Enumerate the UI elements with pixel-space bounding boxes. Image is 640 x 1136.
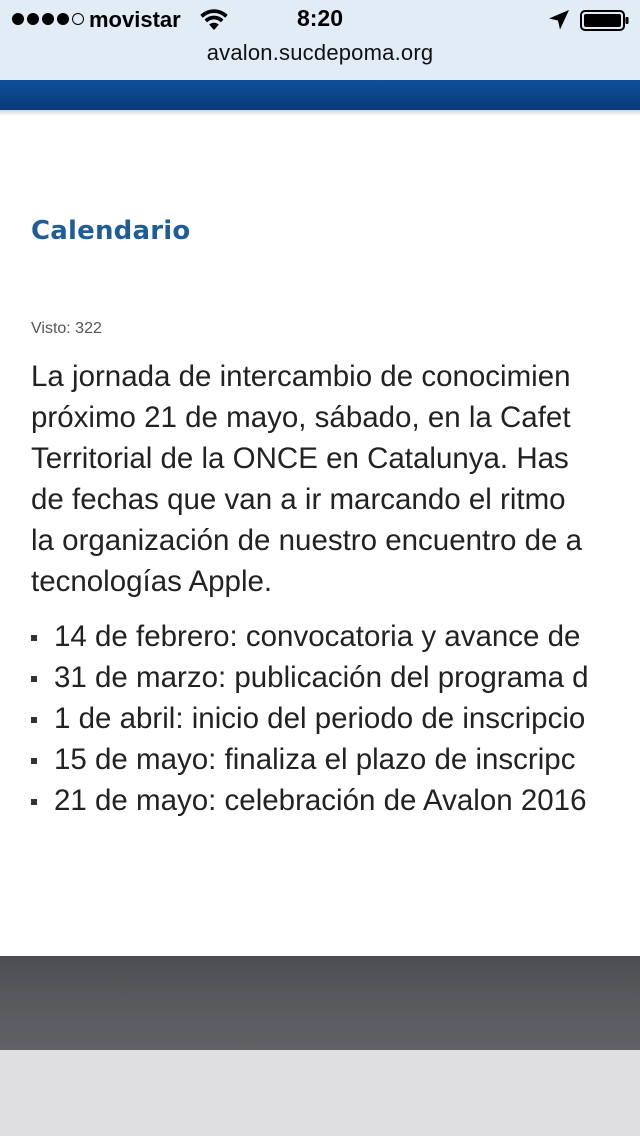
- list-item: [31, 780, 640, 821]
- site-header-shadow: [0, 110, 640, 116]
- intro-paragraph: [31, 356, 640, 602]
- article-body: [31, 356, 640, 817]
- intro-line: Territorial de la ONCE en Catalunya. Has: [31, 442, 569, 475]
- intro-line: la organización de nuestro encuentro de a: [31, 524, 583, 557]
- intro-line: tecnologías Apple.: [31, 565, 273, 598]
- list-item: [31, 739, 640, 780]
- date-item-text: 14 de febrero: convocatoria y avance de: [54, 620, 581, 653]
- carrier-name: movistar: [89, 7, 181, 32]
- view-count: Visto: 322: [31, 320, 102, 337]
- intro-line: La jornada de intercambio de conocimien: [31, 360, 571, 393]
- status-bar: [0, 0, 640, 40]
- intro-line: de fechas que van a ir marcando el ritmo: [31, 483, 566, 516]
- article-title: Calendario: [31, 216, 191, 246]
- bullet-icon: [31, 635, 37, 641]
- list-item: [31, 698, 640, 739]
- key-dates-list: [31, 616, 640, 821]
- list-item: [31, 616, 640, 657]
- bullet-icon: [31, 799, 37, 805]
- address-bar[interactable]: avalon.sucdepoma.org: [206, 40, 434, 65]
- site-footer: [0, 956, 640, 1050]
- date-item-text: 21 de mayo: celebración de Avalon 2016: [54, 784, 587, 817]
- bullet-icon: [31, 758, 37, 764]
- battery-icon: [580, 10, 630, 31]
- clock: 8:20: [296, 5, 344, 31]
- bullet-icon: [31, 676, 37, 682]
- date-item-text: 1 de abril: inicio del periodo de inscripcio: [54, 702, 586, 735]
- list-item: [31, 657, 640, 698]
- intro-line: próximo 21 de mayo, sábado, en la Cafet: [31, 401, 571, 434]
- site-header-bar: [0, 80, 640, 110]
- browser-chrome: [0, 0, 640, 81]
- bullet-icon: [31, 717, 37, 723]
- location-arrow-icon: [548, 9, 570, 31]
- date-item-text: 15 de mayo: finaliza el plazo de inscripc: [54, 743, 576, 776]
- page-bottom-area: [0, 1050, 640, 1136]
- date-item-text: 31 de marzo: publicación del programa d: [54, 661, 589, 694]
